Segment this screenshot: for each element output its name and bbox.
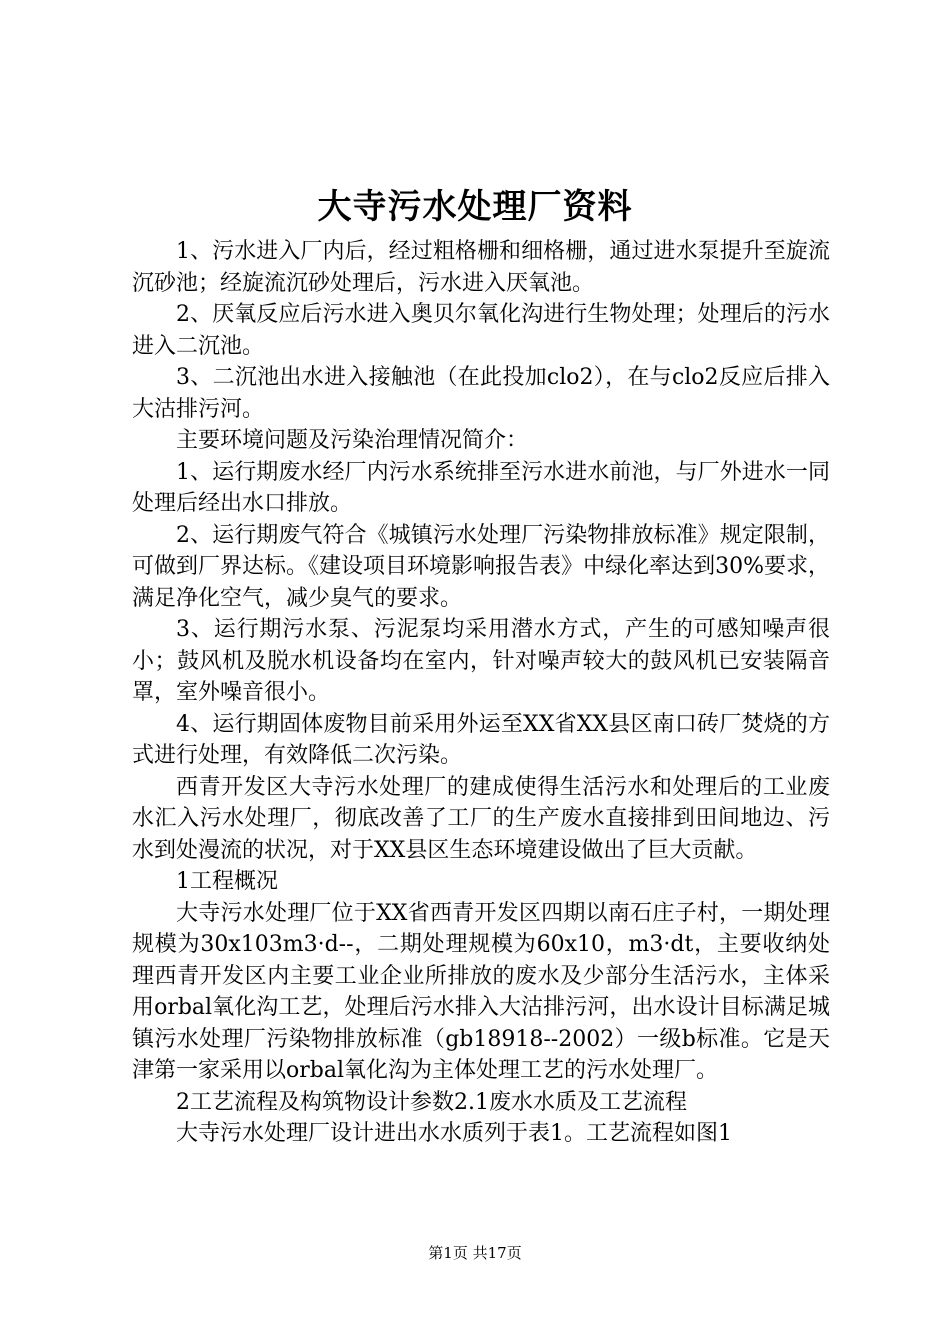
paragraph: 大寺污水处理厂设计进出水水质列于表1。工艺流程如图1 xyxy=(176,1121,732,1146)
paragraph: 主要环境问题及污染治理情况简介： xyxy=(176,428,529,453)
paragraph: 西青开发区大寺污水处理厂的建成使得生活污水和处理后的工业废水汇入污水处理厂，彻底改善了工厂的生产废水直接排到田间地边、污水到处漫流的状况，对于XX县区生态环境建设做出了巨大贡献。 xyxy=(132,774,830,863)
paragraph: 2、运行期废气符合《城镇污水处理厂污染物排放标准》规定限制，可做到厂界达标。《建设项目环境影响报告表》中绿化率达到30%要求，满足净化空气，减少臭气的要求。 xyxy=(132,522,830,611)
paragraph: 大寺污水处理厂位于XX省西青开发区四期以南石庄子村，一期处理规模为30x103m3·d--，二期处理规模为60x10，m3·dt，主要收纳处理西青开发区内主要工业企业所排放的废水及少部分生活污水，主体采用orbal氧化沟工艺，处理后污水排入大沽排污河，出水设计目标满足城镇污水处理厂污染物排放标准（gb18918--2002）一级b标准。它是天津第一家采用以orbal氧化沟为主体处理工艺的污水处理厂。 xyxy=(132,900,830,1083)
paragraph: 3、二沉池出水进入接触池（在此投加clo2），在与clo2反应后排入大沽排污河。 xyxy=(132,365,830,422)
document-title: 大寺污水处理厂资料 xyxy=(317,187,633,227)
page-footer: 第1页 共17页 xyxy=(428,1244,522,1262)
paragraph: 3、运行期污水泵、污泥泵均采用潜水方式，产生的可感知噪声很小；鼓风机及脱水机设备均在室内，针对噪声较大的鼓风机已安装隔音罩，室外噪音很小。 xyxy=(132,617,830,705)
paragraph: 1、污水进入厂内后，经过粗格栅和细格栅，通过进水泵提升至旋流沉砂池；经旋流沉砂处理后，污水进入厌氧池。 xyxy=(132,239,830,296)
paragraph: 1、运行期废水经厂内污水系统排至污水进水前池，与厂外进水一同处理后经出水口排放。 xyxy=(132,459,830,516)
paragraph: 2、厌氧反应后污水进入奥贝尔氧化沟进行生物处理；处理后的污水进入二沉池。 xyxy=(132,302,830,359)
paragraph: 4、运行期固体废物目前采用外运至XX省XX县区南口砖厂焚烧的方式进行处理，有效降低二次污染。 xyxy=(132,711,830,768)
section-heading: 1工程概况 xyxy=(176,869,278,894)
document-body xyxy=(132,236,830,1150)
section-heading: 2工艺流程及构筑物设计参数2.1废水水质及工艺流程 xyxy=(176,1089,687,1115)
